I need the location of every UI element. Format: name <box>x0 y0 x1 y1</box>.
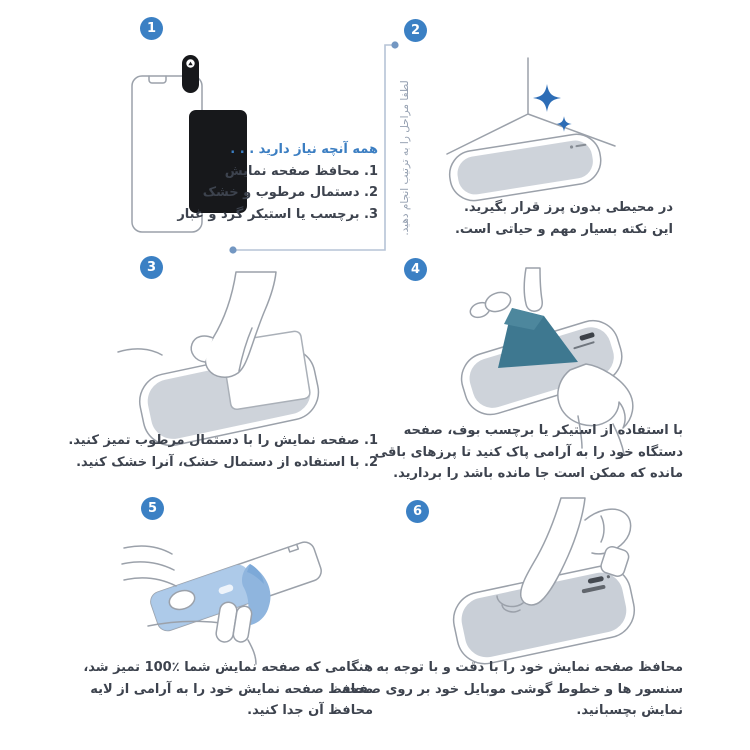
caption-line: 2. دستمال مرطوب و خشک <box>202 185 378 200</box>
illustration-step5-peel <box>122 506 347 661</box>
caption-line: مانده که ممکن است جا مانده باشد را بردارید. <box>393 466 683 481</box>
sparkles-icon <box>533 84 572 132</box>
caption-line: هنگامی که صفحه نمایش شما ٪100 تمیز شد، <box>83 660 373 675</box>
arm-line <box>118 349 162 355</box>
connector-dot <box>229 246 236 253</box>
kit-list <box>177 161 378 226</box>
caption-line: محافظ صفحه نمایش خود را به آرامی از لایه <box>90 681 373 697</box>
step-3-badge: 3 <box>140 256 163 279</box>
step-3-caption <box>68 430 378 473</box>
caption-line: محافظ آن جدا کنید. <box>247 703 373 718</box>
right-fingers <box>215 601 256 664</box>
caption-line: در محیطی بدون پرز قرار بگیرید. <box>463 200 673 215</box>
kit-list-title: همه آنچه نیاز دارید . . . <box>230 142 378 157</box>
step-5-badge: 5 <box>141 497 164 520</box>
step-2-caption <box>455 197 673 240</box>
caption-line: 2. با استفاده از دستمال خشک، آنرا خشک کنید. <box>76 454 378 470</box>
caption-line: نمایش بچسبانید. <box>576 703 683 718</box>
step-4-caption <box>375 420 683 485</box>
illustration-step3-wipe <box>118 276 343 448</box>
caption-line: 3. برچسب یا استیکر گرد و غبار <box>177 206 378 222</box>
caption-line: محافظ صفحه نمایش خود را با دقت و با توجه به <box>376 660 683 675</box>
step-1-caption <box>177 139 378 225</box>
illustration-step6-press <box>433 498 658 666</box>
caption-line: سنسور ها و خطوط گوشی موبایل خود بر روی صفحه <box>341 681 683 697</box>
follow-steps-in-order-note: لطفا مراحل را به ترتیب انجام دهید. <box>399 80 411 236</box>
caption-line: این نکته بسیار مهم و حیاتی است. <box>454 221 673 237</box>
step-1-badge: 1 <box>140 17 163 40</box>
step-2-badge: 2 <box>404 19 427 42</box>
caption-line: 1. صفحه نمایش را با دستمال مرطوب تمیز کنید. <box>68 433 378 448</box>
caption-line: 1. محافظ صفحه نمایش <box>224 163 378 179</box>
step-6-caption <box>342 657 683 722</box>
step-4-badge: 4 <box>404 258 427 281</box>
illustration-step2-surface <box>433 50 623 198</box>
pinching-fingers <box>468 268 542 320</box>
caption-line: دستگاه خود را به آرامی پاک کنید تا پرزهای باقی <box>374 444 683 460</box>
step-5-caption <box>83 657 373 722</box>
connector-dot <box>391 41 398 48</box>
caption-line: با استفاده از استیکر یا برچسب بوف، صفحه <box>403 423 683 438</box>
step-6-badge: 6 <box>406 500 429 523</box>
